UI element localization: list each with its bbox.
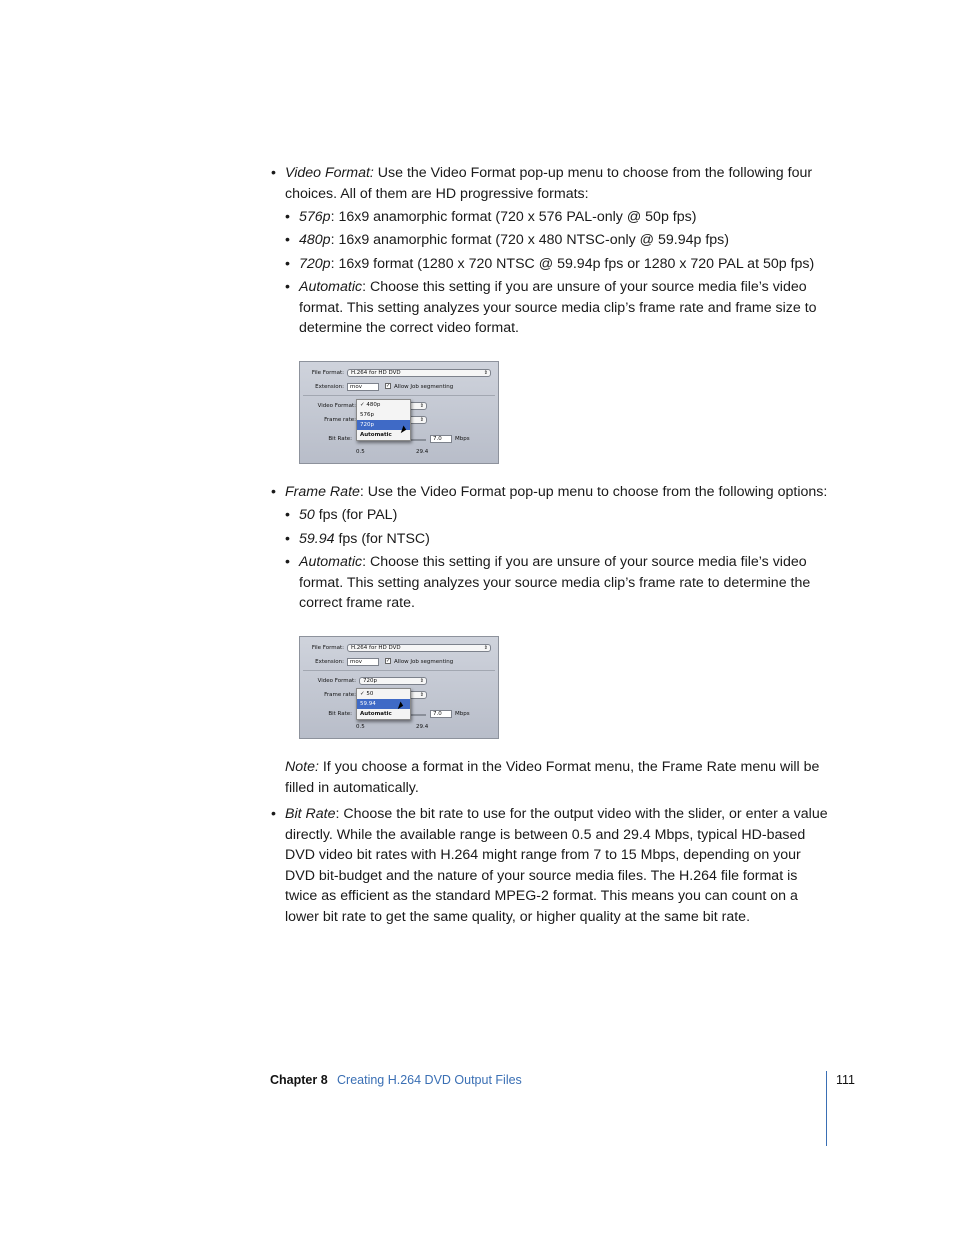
frame-rate-bullet: [271, 482, 830, 503]
bit-rate-bullet: [271, 804, 830, 927]
video-format-value: 720p: [363, 678, 377, 684]
bullet-dot: •: [285, 256, 290, 272]
extension-field[interactable]: mov: [347, 658, 379, 666]
option-text: fps (for PAL): [314, 507, 398, 523]
file-format-label: File Format:: [311, 370, 344, 376]
option-term: 576p: [299, 209, 331, 225]
menu-item-automatic[interactable]: Automatic: [360, 711, 392, 717]
option-480p: [285, 230, 829, 251]
bullet-dot: •: [271, 806, 276, 822]
divider: [303, 670, 495, 671]
segment-checkbox[interactable]: ✓: [386, 658, 391, 664]
option-term: 50: [299, 507, 315, 523]
video-format-screenshot: [299, 361, 499, 464]
video-format-term: Video Format:: [285, 165, 374, 181]
option-text: : 16x9 anamorphic format (720 x 480 NTSC-only @ 59.94p fps): [330, 232, 730, 248]
bullet-dot: •: [271, 165, 276, 181]
option-term: 59.94: [299, 531, 335, 547]
menu-item-576p[interactable]: 576p: [360, 412, 374, 418]
page-number: 111: [836, 1073, 856, 1087]
video-format-label: Video Format:: [317, 403, 356, 409]
bit-rate-field[interactable]: 7.0: [430, 710, 452, 718]
bullet-dot: •: [285, 507, 290, 523]
updown-arrows-icon: ⇕: [419, 678, 424, 684]
divider: [303, 395, 495, 396]
menu-item-720p[interactable]: 720p: [357, 420, 410, 430]
frame-rate-text: : Use the Video Format pop-up menu to choose from the following options:: [359, 484, 828, 500]
segment-checkbox[interactable]: ✓: [386, 383, 391, 389]
note-paragraph: [285, 757, 830, 798]
updown-arrows-icon: ⇕: [419, 403, 424, 409]
extension-label: Extension:: [315, 659, 344, 665]
video-format-menu[interactable]: [356, 399, 411, 441]
option-576p: [285, 207, 829, 228]
option-text: : Choose this setting if you are unsure of your source media file’s video format. This setting analyzes your source media clip’s frame rate to determine the correct frame rate.: [299, 554, 811, 611]
bit-rate-label: Bit Rate:: [328, 436, 352, 442]
option-text: : 16x9 anamorphic format (720 x 576 PAL-only @ 50p fps): [330, 209, 697, 225]
option-text: : 16x9 format (1280 x 720 NTSC @ 59.94p fps or 1280 x 720 PAL at 50p fps): [330, 256, 815, 272]
option-automatic-rate: [285, 552, 829, 614]
slider-min-label: 0.5: [356, 449, 365, 455]
option-50: [285, 505, 829, 526]
updown-arrows-icon: ⇕: [419, 692, 424, 698]
file-format-value: H.264 for HD DVD: [351, 645, 401, 651]
bit-rate-label: Bit Rate:: [328, 711, 352, 717]
footer-chapter-title[interactable]: Creating H.264 DVD Output Files: [337, 1073, 522, 1087]
frame-rate-label: Frame rate:: [324, 417, 356, 423]
bit-rate-unit: Mbps: [455, 436, 470, 442]
option-text: fps (for NTSC): [334, 531, 430, 547]
menu-item-50[interactable]: ✓ 50: [360, 691, 374, 697]
extension-label: Extension:: [315, 384, 344, 390]
file-format-popup[interactable]: [347, 644, 491, 652]
note-term: Note:: [285, 759, 319, 775]
bullet-dot: •: [285, 209, 290, 225]
file-format-label: File Format:: [311, 645, 344, 651]
slider-min-label: 0.5: [356, 724, 365, 730]
option-term: Automatic: [299, 554, 363, 570]
menu-item-automatic[interactable]: Automatic: [360, 432, 392, 438]
bullet-dot: •: [285, 554, 290, 570]
video-format-popup[interactable]: [359, 677, 427, 685]
option-text: : Choose this setting if you are unsure of your source media file’s video format. This setting analyzes your source media clip’s frame rate and frame size to determine the correct video format.: [299, 279, 817, 336]
option-term: 480p: [299, 232, 331, 248]
file-format-value: H.264 for HD DVD: [351, 370, 401, 376]
video-format-bullet: [271, 163, 830, 204]
updown-arrows-icon: ⇕: [483, 370, 488, 376]
footer-divider: [826, 1071, 827, 1146]
slider-max-label: 29.4: [416, 724, 429, 730]
bit-rate-term: Bit Rate: [285, 806, 336, 822]
note-text: If you choose a format in the Video Format menu, the Frame Rate menu will be filled in automatically.: [285, 759, 820, 796]
video-format-text: Use the Video Format pop-up menu to choose from the following four choices. All of them are HD progressive formats:: [285, 165, 813, 202]
frame-rate-screenshot: [299, 636, 499, 739]
segment-label: Allow Job segmenting: [394, 659, 454, 665]
bullet-dot: •: [285, 279, 290, 295]
bullet-dot: •: [271, 484, 276, 500]
frame-rate-label: Frame rate:: [324, 692, 356, 698]
extension-field[interactable]: mov: [347, 383, 379, 391]
bullet-dot: •: [285, 232, 290, 248]
bit-rate-text: : Choose the bit rate to use for the output video with the slider, or enter a value directly. While the available range is between 0.5 and 29.4 Mbps, typical HD-based DVD video bit rates with H.264 might range from 7 to 15 Mbps, depending on your DVD bit-budget and the nature of your source media files. The H.264 file format is twice as efficient as the standard MPEG-2 format. This means you can count on a lower bit rate to get the same quality, or higher quality at the same bit rate.: [285, 806, 828, 925]
option-720p: [285, 254, 829, 275]
menu-item-59-94[interactable]: 59.94: [357, 699, 410, 709]
option-term: Automatic: [299, 279, 363, 295]
footer-chapter: Chapter 8: [270, 1073, 328, 1087]
frame-rate-term: Frame Rate: [285, 484, 360, 500]
slider-max-label: 29.4: [416, 449, 429, 455]
file-format-popup[interactable]: [347, 369, 491, 377]
option-term: 720p: [299, 256, 331, 272]
bit-rate-field[interactable]: 7.0: [430, 435, 452, 443]
updown-arrows-icon: ⇕: [483, 645, 488, 651]
updown-arrows-icon: ⇕: [419, 417, 424, 423]
bit-rate-unit: Mbps: [455, 711, 470, 717]
bullet-dot: •: [285, 531, 290, 547]
option-59-94: [285, 529, 829, 550]
video-format-label: Video Format:: [317, 678, 356, 684]
segment-label: Allow Job segmenting: [394, 384, 454, 390]
menu-item-480p[interactable]: ✓ 480p: [360, 402, 381, 408]
option-automatic: [285, 277, 829, 339]
